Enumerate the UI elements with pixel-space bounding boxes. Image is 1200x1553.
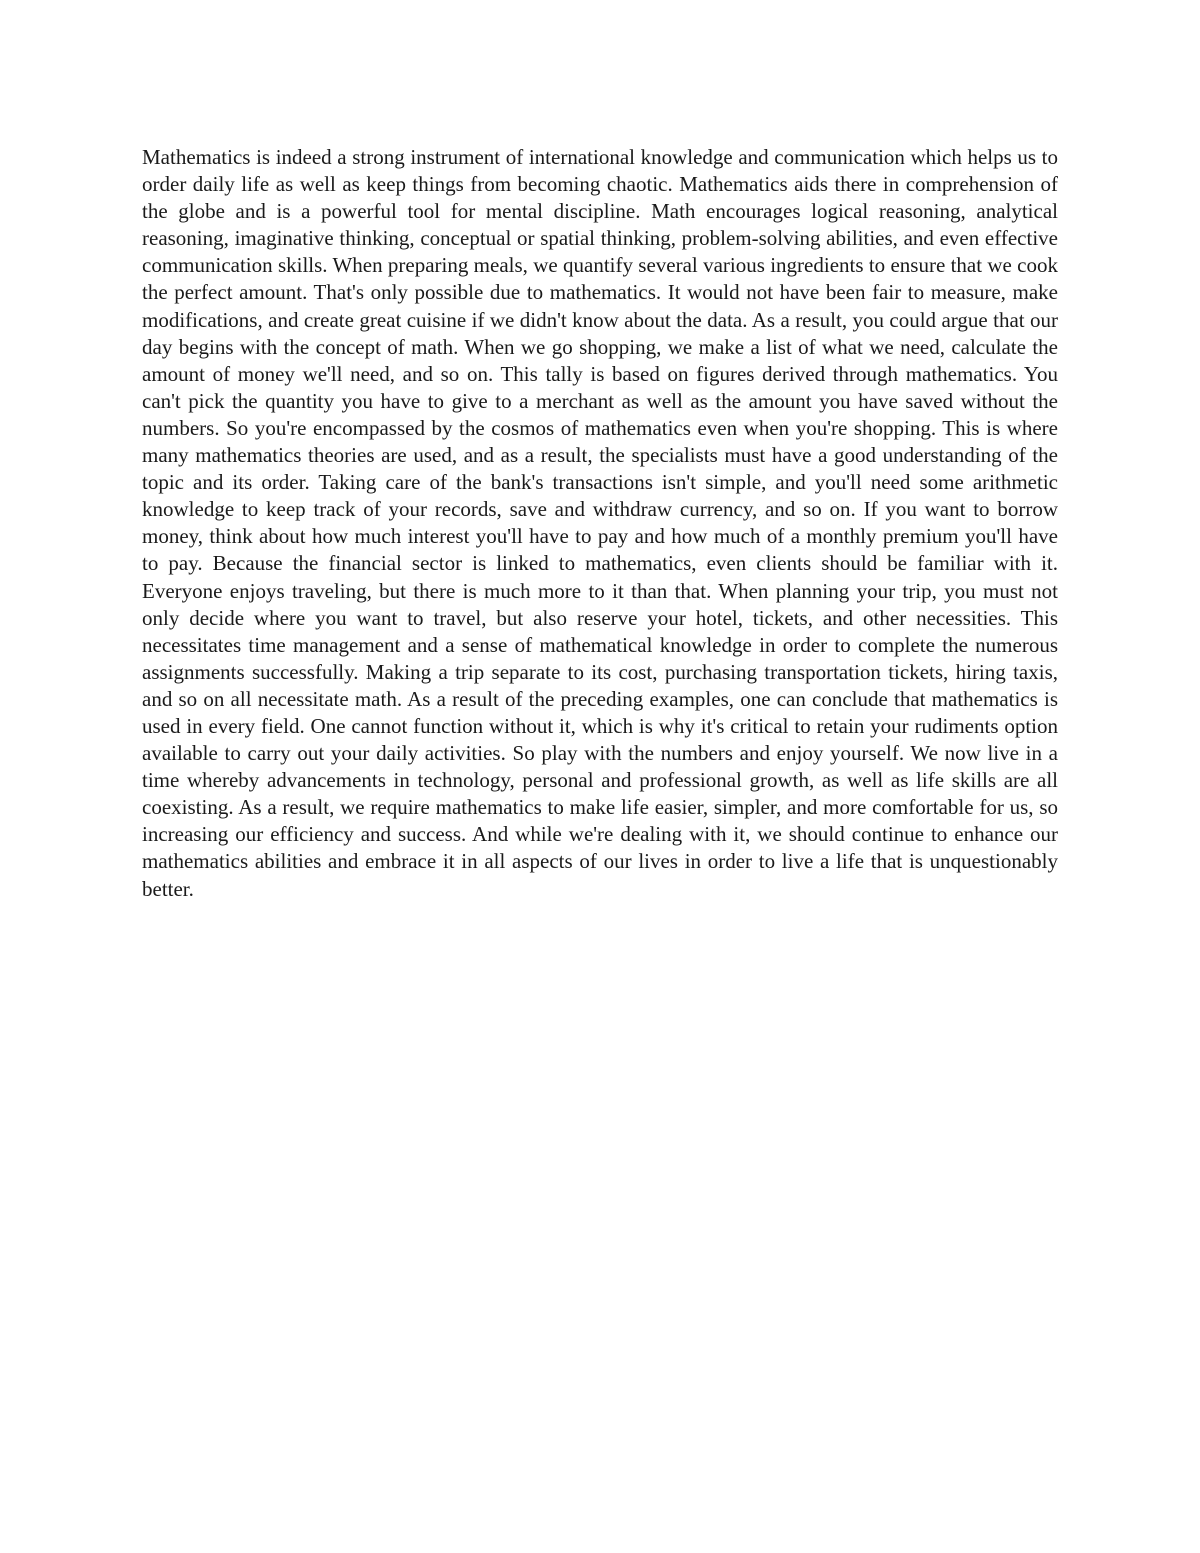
body-paragraph: Mathematics is indeed a strong instrument of international knowledge and communication which helps us to order daily life as well as keep things from becoming chaotic. Mathematics aids there in comprehension of the globe and is a powerful tool for mental discipline. Math encourages logical reasoning, analytical reasoning, imaginative thinking, conceptual or spatial thinking, problem-solving abilities, and even effective communication skills. When preparing meals, we quantify several various ingredients to ensure that we cook the perfect amount. That's only possible due to mathematics. It would not have been fair to measure, make modifications, and create great cuisine if we didn't know about the data. As a result, you could argue that our day begins with the concept of math. When we go shopping, we make a list of what we need, calculate the amount of money we'll need, and so on. This tally is based on figures derived through mathematics. You can't pick the quantity you have to give to a merchant as well as the amount you have saved without the numbers. So you're encompassed by the cosmos of mathematics even when you're shopping. This is where many mathematics theories are used, and as a result, the specialists must have a good understanding of the topic and its order. Taking care of the bank's transactions isn't simple, and you'll need some arithmetic knowledge to keep track of your records, save and withdraw currency, and so on. If you want to borrow money, think about how much interest you'll have to pay and how much of a monthly premium you'll have to pay. Because the financial sector is linked to mathematics, even clients should be familiar with it. Everyone enjoys traveling, but there is much more to it than that. When planning your trip, you must not only decide where you want to travel, but also reserve your hotel, tickets, and other necessities. This necessitates time management and a sense of mathematical knowledge in order to complete the numerous assignments successfully. Making a trip separate to its cost, purchasing transportation tickets, hiring taxis, and so on all necessitate math. As a result of the preceding examples, one can conclude that mathematics is used in every field. One cannot function without it, which is why it's critical to retain your rudiments option available to carry out your daily activities. So play with the numbers and enjoy yourself. We now live in a time whereby advancements in technology, personal and professional growth, as well as life skills are all coexisting. As a result, we require mathematics to make life easier, simpler, and more comfortable for us, so increasing our efficiency and success. And while we're dealing with it, we should continue to enhance our mathematics abilities and embrace it in all aspects of our lives in order to live a life that is unquestionably better.	[142, 145, 1058, 901]
